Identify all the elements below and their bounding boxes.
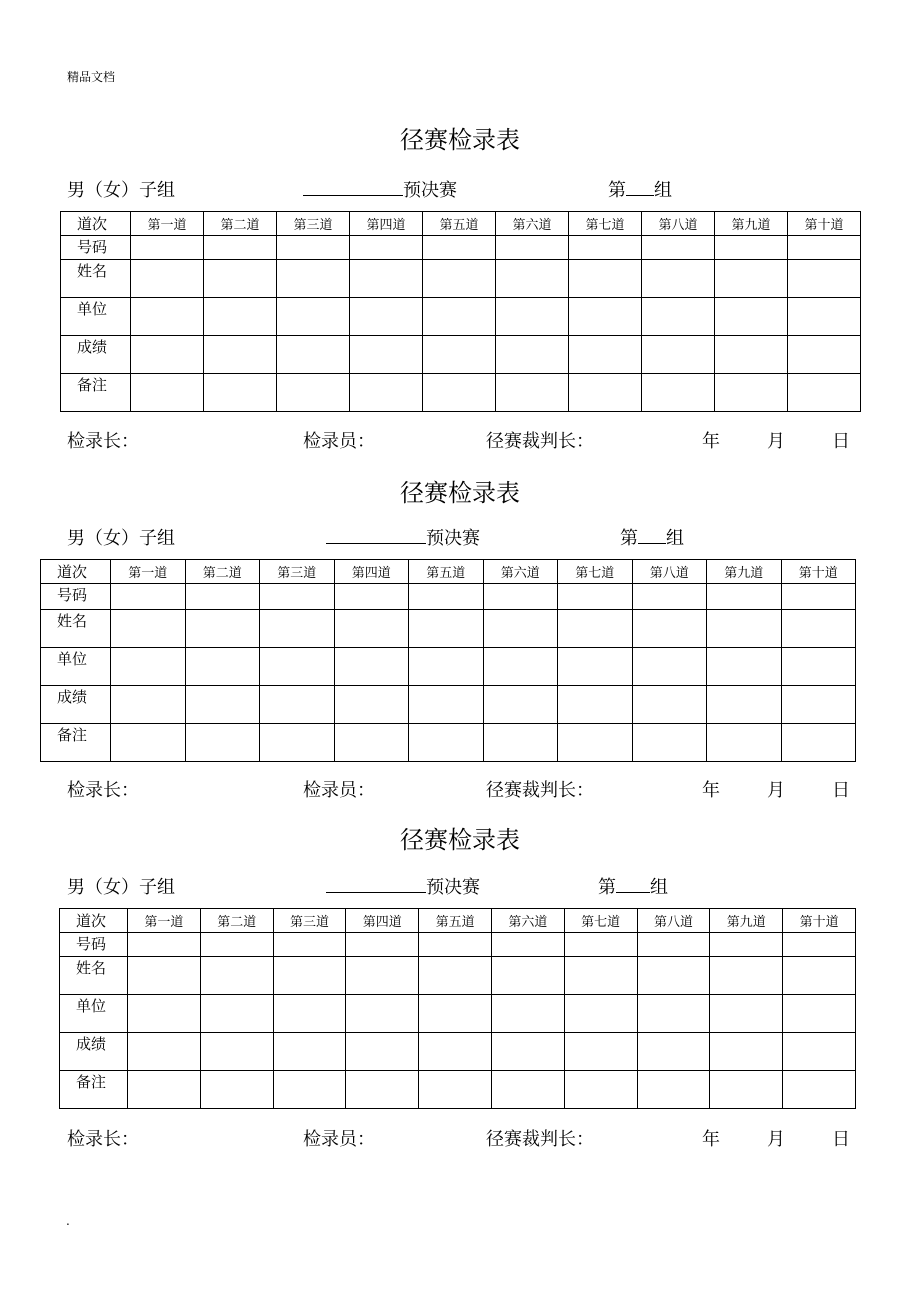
round-field xyxy=(326,873,480,899)
entry-cell[interactable] xyxy=(564,995,637,1033)
year-label: 年 xyxy=(702,1129,720,1150)
entry-cell[interactable] xyxy=(277,374,350,412)
entry-cell[interactable] xyxy=(569,374,642,412)
entry-cell[interactable] xyxy=(260,584,335,610)
chief-label: 检录长： xyxy=(67,780,139,801)
entry-cell[interactable] xyxy=(128,1071,201,1109)
row-label: 姓名 xyxy=(61,260,131,298)
entry-cell[interactable] xyxy=(710,1033,783,1071)
entry-cell[interactable] xyxy=(334,648,409,686)
round-label: 预决赛 xyxy=(403,180,457,201)
entry-cell[interactable] xyxy=(350,298,423,336)
month-label: 月 xyxy=(767,780,785,801)
entry-cell[interactable] xyxy=(346,933,419,957)
entry-cell[interactable] xyxy=(334,584,409,610)
entry-cell[interactable] xyxy=(260,686,335,724)
entry-cell[interactable] xyxy=(423,374,496,412)
entry-cell[interactable] xyxy=(111,686,186,724)
heat-field xyxy=(608,176,672,202)
entry-cell[interactable] xyxy=(128,1033,201,1071)
entry-cell[interactable] xyxy=(781,648,856,686)
entry-cell[interactable] xyxy=(491,933,564,957)
lane-header: 第四道 xyxy=(350,212,423,236)
lane-header: 第一道 xyxy=(131,212,204,236)
referee-label: 径赛裁判长： xyxy=(486,780,594,801)
entry-cell[interactable] xyxy=(564,933,637,957)
table-row xyxy=(61,260,861,298)
lane-header-row xyxy=(60,909,856,933)
round-blank[interactable] xyxy=(326,876,426,893)
heat-field xyxy=(598,873,668,899)
row-label: 备注 xyxy=(41,724,111,762)
entry-cell[interactable] xyxy=(707,610,782,648)
entry-cell[interactable] xyxy=(707,648,782,686)
group-label: 男（女）子组 xyxy=(67,180,175,201)
lane-header: 第二道 xyxy=(204,212,277,236)
lane-header: 第七道 xyxy=(569,212,642,236)
entry-cell[interactable] xyxy=(185,584,260,610)
entry-cell[interactable] xyxy=(128,957,201,995)
entry-cell[interactable] xyxy=(273,1071,346,1109)
round-field xyxy=(303,176,457,202)
row-label: 姓名 xyxy=(41,610,111,648)
entry-cell[interactable] xyxy=(715,260,788,298)
lane-header: 第一道 xyxy=(128,909,201,933)
round-field xyxy=(326,524,480,550)
entry-cell[interactable] xyxy=(483,610,558,648)
entry-cell[interactable] xyxy=(783,995,856,1033)
entry-cell[interactable] xyxy=(483,724,558,762)
entry-cell[interactable] xyxy=(350,260,423,298)
entry-cell[interactable] xyxy=(273,933,346,957)
entry-cell[interactable] xyxy=(277,298,350,336)
table-row xyxy=(60,1033,856,1071)
entry-cell[interactable] xyxy=(483,584,558,610)
entry-cell[interactable] xyxy=(423,236,496,260)
lane-header: 第十道 xyxy=(783,909,856,933)
entry-cell[interactable] xyxy=(131,374,204,412)
entry-cell[interactable] xyxy=(204,260,277,298)
entry-cell[interactable] xyxy=(558,724,633,762)
entry-cell[interactable] xyxy=(111,724,186,762)
entry-table xyxy=(60,211,861,412)
entry-cell[interactable] xyxy=(128,933,201,957)
lane-header: 第五道 xyxy=(423,212,496,236)
lane-header: 第四道 xyxy=(346,909,419,933)
entry-cell[interactable] xyxy=(260,610,335,648)
lane-header: 第十道 xyxy=(781,560,856,584)
entry-cell[interactable] xyxy=(200,957,273,995)
row-label: 单位 xyxy=(61,298,131,336)
table-row xyxy=(61,374,861,412)
entry-cell[interactable] xyxy=(781,610,856,648)
lane-header: 第一道 xyxy=(111,560,186,584)
round-blank[interactable] xyxy=(326,527,426,544)
entry-cell[interactable] xyxy=(788,260,861,298)
lane-header: 第六道 xyxy=(496,212,569,236)
entry-cell[interactable] xyxy=(111,610,186,648)
lane-header: 第六道 xyxy=(491,909,564,933)
round-label: 预决赛 xyxy=(426,877,480,898)
entry-cell[interactable] xyxy=(350,236,423,260)
entry-cell[interactable] xyxy=(185,724,260,762)
lane-header: 第八道 xyxy=(642,212,715,236)
row-label: 号码 xyxy=(41,584,111,610)
entry-cell[interactable] xyxy=(273,957,346,995)
entry-cell[interactable] xyxy=(715,236,788,260)
entry-cell[interactable] xyxy=(558,610,633,648)
entry-cell[interactable] xyxy=(419,933,492,957)
entry-cell[interactable] xyxy=(569,336,642,374)
entry-table xyxy=(59,908,856,1109)
table-row xyxy=(60,995,856,1033)
entry-cell[interactable] xyxy=(423,298,496,336)
heat-prefix: 第 xyxy=(608,180,626,201)
entry-cell[interactable] xyxy=(350,374,423,412)
lane-header: 第四道 xyxy=(334,560,409,584)
referee-label: 径赛裁判长： xyxy=(486,431,594,452)
lane-header: 第九道 xyxy=(707,560,782,584)
entry-cell[interactable] xyxy=(783,1033,856,1071)
entry-cell[interactable] xyxy=(409,724,484,762)
entry-cell[interactable] xyxy=(783,933,856,957)
entry-cell[interactable] xyxy=(569,260,642,298)
referee-label: 径赛裁判长： xyxy=(486,1129,594,1150)
table-row xyxy=(41,686,856,724)
entry-table xyxy=(40,559,856,762)
entry-cell[interactable] xyxy=(781,724,856,762)
entry-cell[interactable] xyxy=(491,1033,564,1071)
lane-header: 第七道 xyxy=(558,560,633,584)
entry-cell[interactable] xyxy=(788,298,861,336)
entry-cell[interactable] xyxy=(496,236,569,260)
entry-cell[interactable] xyxy=(788,336,861,374)
entry-cell[interactable] xyxy=(423,260,496,298)
recorder-label: 检录员： xyxy=(303,780,375,801)
year-label: 年 xyxy=(702,780,720,801)
lane-column-header: 道次 xyxy=(61,212,131,236)
day-label: 日 xyxy=(832,431,850,452)
entry-cell[interactable] xyxy=(419,995,492,1033)
entry-cell[interactable] xyxy=(788,374,861,412)
lane-header: 第五道 xyxy=(419,909,492,933)
entry-cell[interactable] xyxy=(277,260,350,298)
entry-cell[interactable] xyxy=(642,374,715,412)
entry-cell[interactable] xyxy=(204,336,277,374)
lane-header: 第九道 xyxy=(715,212,788,236)
entry-cell[interactable] xyxy=(346,1071,419,1109)
entry-cell[interactable] xyxy=(637,933,710,957)
lane-column-header: 道次 xyxy=(60,909,128,933)
entry-cell[interactable] xyxy=(334,724,409,762)
heat-prefix: 第 xyxy=(598,877,616,898)
entry-cell[interactable] xyxy=(334,610,409,648)
entry-cell[interactable] xyxy=(334,686,409,724)
lane-column-header: 道次 xyxy=(41,560,111,584)
entry-cell[interactable] xyxy=(558,648,633,686)
lane-header: 第八道 xyxy=(632,560,707,584)
entry-cell[interactable] xyxy=(419,1071,492,1109)
row-label: 单位 xyxy=(60,995,128,1033)
entry-cell[interactable] xyxy=(707,686,782,724)
entry-cell[interactable] xyxy=(277,336,350,374)
entry-cell[interactable] xyxy=(788,236,861,260)
table-row xyxy=(41,610,856,648)
entry-cell[interactable] xyxy=(111,584,186,610)
entry-cell[interactable] xyxy=(483,686,558,724)
row-label: 备注 xyxy=(60,1071,128,1109)
entry-cell[interactable] xyxy=(642,236,715,260)
chief-label: 检录长： xyxy=(67,1129,139,1150)
entry-cell[interactable] xyxy=(710,957,783,995)
entry-cell[interactable] xyxy=(260,724,335,762)
entry-cell[interactable] xyxy=(642,260,715,298)
entry-cell[interactable] xyxy=(346,1033,419,1071)
lane-header: 第三道 xyxy=(277,212,350,236)
round-label: 预决赛 xyxy=(426,528,480,549)
entry-cell[interactable] xyxy=(185,610,260,648)
entry-cell[interactable] xyxy=(409,686,484,724)
entry-cell[interactable] xyxy=(200,995,273,1033)
entry-cell[interactable] xyxy=(277,236,350,260)
entry-cell[interactable] xyxy=(710,933,783,957)
entry-cell[interactable] xyxy=(632,584,707,610)
sheet-title: 径赛检录表 xyxy=(400,479,520,507)
lane-header: 第八道 xyxy=(637,909,710,933)
entry-cell[interactable] xyxy=(483,648,558,686)
row-label: 姓名 xyxy=(60,957,128,995)
entry-cell[interactable] xyxy=(185,686,260,724)
row-label: 单位 xyxy=(41,648,111,686)
table-row xyxy=(61,336,861,374)
lane-header-row xyxy=(41,560,856,584)
day-label: 日 xyxy=(832,1129,850,1150)
entry-cell[interactable] xyxy=(637,1071,710,1109)
entry-cell[interactable] xyxy=(637,1033,710,1071)
entry-cell[interactable] xyxy=(496,298,569,336)
entry-cell[interactable] xyxy=(491,957,564,995)
lane-header: 第七道 xyxy=(564,909,637,933)
entry-cell[interactable] xyxy=(200,1071,273,1109)
entry-cell[interactable] xyxy=(632,686,707,724)
entry-cell[interactable] xyxy=(131,260,204,298)
entry-cell[interactable] xyxy=(783,1071,856,1109)
entry-cell[interactable] xyxy=(200,1033,273,1071)
entry-cell[interactable] xyxy=(715,374,788,412)
entry-cell[interactable] xyxy=(781,584,856,610)
table-row xyxy=(61,298,861,336)
entry-cell[interactable] xyxy=(564,957,637,995)
entry-cell[interactable] xyxy=(496,374,569,412)
entry-cell[interactable] xyxy=(491,1071,564,1109)
entry-cell[interactable] xyxy=(131,336,204,374)
entry-cell[interactable] xyxy=(260,648,335,686)
entry-cell[interactable] xyxy=(423,336,496,374)
heat-blank[interactable] xyxy=(626,179,654,196)
entry-cell[interactable] xyxy=(185,648,260,686)
row-label: 号码 xyxy=(61,236,131,260)
lane-header: 第三道 xyxy=(273,909,346,933)
lane-header: 第十道 xyxy=(788,212,861,236)
table-row xyxy=(61,236,861,260)
entry-cell[interactable] xyxy=(419,957,492,995)
lane-header: 第二道 xyxy=(185,560,260,584)
entry-cell[interactable] xyxy=(564,1071,637,1109)
entry-cell[interactable] xyxy=(409,610,484,648)
entry-cell[interactable] xyxy=(204,374,277,412)
lane-header: 第五道 xyxy=(409,560,484,584)
entry-cell[interactable] xyxy=(346,995,419,1033)
entry-cell[interactable] xyxy=(564,1033,637,1071)
group-label: 男（女）子组 xyxy=(67,877,175,898)
group-label: 男（女）子组 xyxy=(67,528,175,549)
heat-blank[interactable] xyxy=(638,527,666,544)
entry-cell[interactable] xyxy=(569,298,642,336)
table-row xyxy=(41,724,856,762)
entry-cell[interactable] xyxy=(200,933,273,957)
entry-cell[interactable] xyxy=(707,584,782,610)
entry-cell[interactable] xyxy=(409,584,484,610)
heat-prefix: 第 xyxy=(620,528,638,549)
entry-cell[interactable] xyxy=(273,1033,346,1071)
lane-header: 第九道 xyxy=(710,909,783,933)
entry-cell[interactable] xyxy=(496,260,569,298)
recorder-label: 检录员： xyxy=(303,431,375,452)
entry-cell[interactable] xyxy=(346,957,419,995)
sheet-title: 径赛检录表 xyxy=(400,126,520,154)
entry-cell[interactable] xyxy=(710,1071,783,1109)
month-label: 月 xyxy=(767,1129,785,1150)
table-row xyxy=(41,648,856,686)
entry-cell[interactable] xyxy=(131,298,204,336)
recorder-label: 检录员： xyxy=(303,1129,375,1150)
entry-cell[interactable] xyxy=(128,995,201,1033)
row-label: 备注 xyxy=(61,374,131,412)
table-row xyxy=(41,584,856,610)
table-row xyxy=(60,957,856,995)
entry-cell[interactable] xyxy=(715,336,788,374)
entry-cell[interactable] xyxy=(273,995,346,1033)
entry-cell[interactable] xyxy=(781,686,856,724)
entry-cell[interactable] xyxy=(715,298,788,336)
entry-cell[interactable] xyxy=(496,336,569,374)
entry-cell[interactable] xyxy=(637,995,710,1033)
month-label: 月 xyxy=(767,431,785,452)
entry-cell[interactable] xyxy=(632,610,707,648)
round-blank[interactable] xyxy=(303,179,403,196)
table-row xyxy=(60,933,856,957)
sheet-title: 径赛检录表 xyxy=(400,826,520,854)
entry-cell[interactable] xyxy=(350,336,423,374)
entry-cell[interactable] xyxy=(409,648,484,686)
heat-field xyxy=(620,524,684,550)
entry-cell[interactable] xyxy=(131,236,204,260)
entry-cell[interactable] xyxy=(111,648,186,686)
entry-cell[interactable] xyxy=(632,724,707,762)
entry-cell[interactable] xyxy=(204,298,277,336)
row-label: 成绩 xyxy=(61,336,131,374)
day-label: 日 xyxy=(832,780,850,801)
heat-suffix: 组 xyxy=(650,877,668,898)
entry-cell[interactable] xyxy=(642,298,715,336)
heat-suffix: 组 xyxy=(654,180,672,201)
entry-cell[interactable] xyxy=(637,957,710,995)
row-label: 成绩 xyxy=(60,1033,128,1071)
row-label: 成绩 xyxy=(41,686,111,724)
header-note: 精品文档 xyxy=(67,70,116,84)
table-row xyxy=(60,1071,856,1109)
entry-cell[interactable] xyxy=(491,995,564,1033)
lane-header-row xyxy=(61,212,861,236)
entry-cell[interactable] xyxy=(204,236,277,260)
lane-header: 第二道 xyxy=(200,909,273,933)
entry-cell[interactable] xyxy=(569,236,642,260)
entry-cell[interactable] xyxy=(642,336,715,374)
entry-cell[interactable] xyxy=(783,957,856,995)
entry-cell[interactable] xyxy=(419,1033,492,1071)
row-label: 号码 xyxy=(60,933,128,957)
entry-cell[interactable] xyxy=(558,686,633,724)
entry-cell[interactable] xyxy=(632,648,707,686)
year-label: 年 xyxy=(702,431,720,452)
chief-label: 检录长： xyxy=(67,431,139,452)
entry-cell[interactable] xyxy=(710,995,783,1033)
lane-header: 第三道 xyxy=(260,560,335,584)
heat-suffix: 组 xyxy=(666,528,684,549)
entry-cell[interactable] xyxy=(558,584,633,610)
entry-cell[interactable] xyxy=(707,724,782,762)
lane-header: 第六道 xyxy=(483,560,558,584)
footer-mark: . xyxy=(66,1214,70,1228)
heat-blank[interactable] xyxy=(616,876,650,893)
